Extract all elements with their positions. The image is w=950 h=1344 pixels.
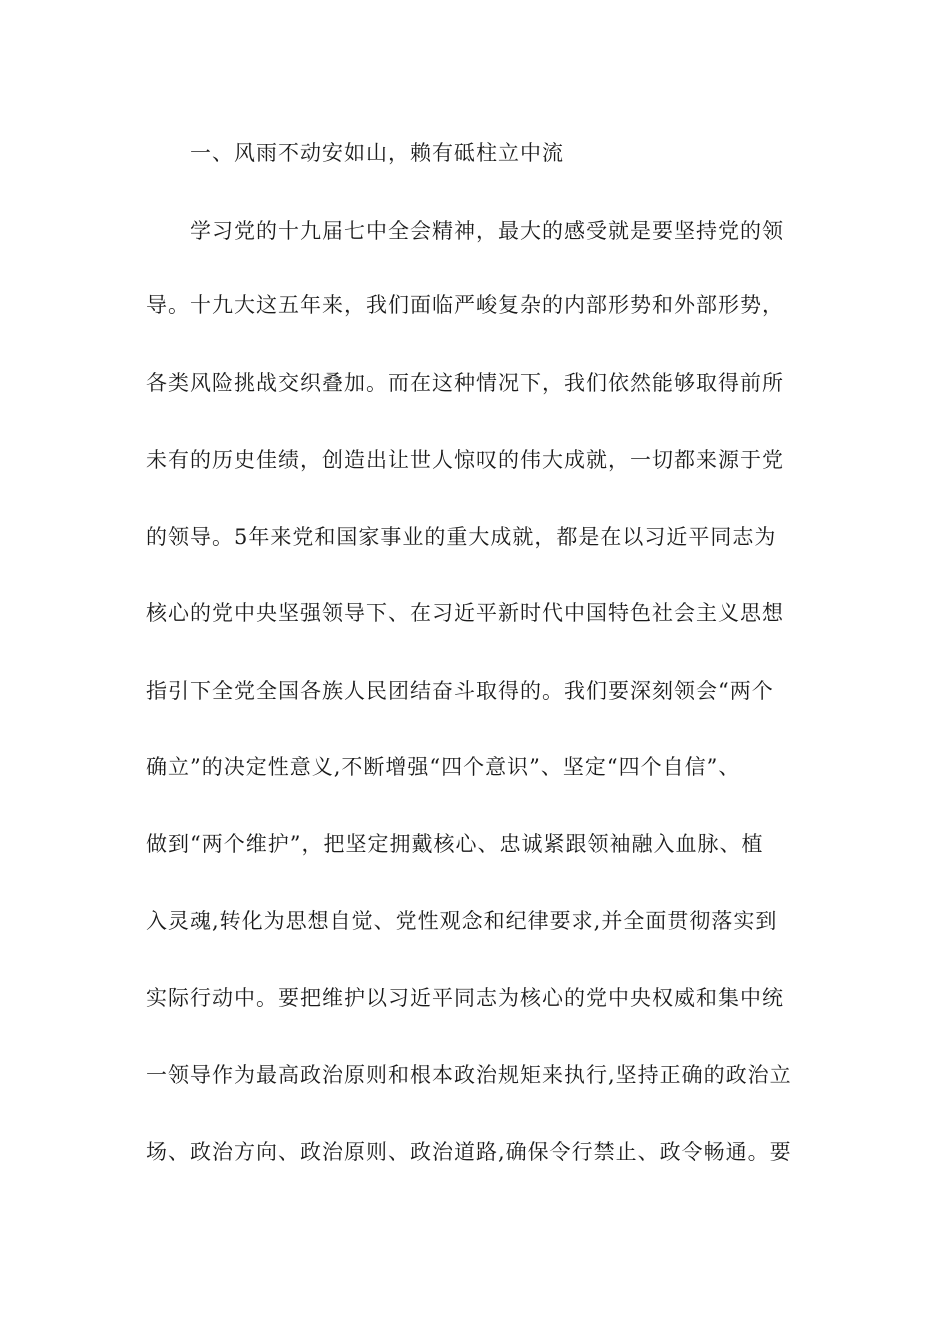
paragraph-line: 确立”的决定性意义,不断增强“四个意识”、坚定“四个自信”、 [146,755,741,779]
paragraph-line: 场、政治方向、政治原则、政治道路,确保令行禁止、政令畅通。要 [146,1140,792,1164]
section-heading: 一、风雨不动安如山，赖有砥柱立中流 [190,141,564,165]
paragraph-line: 未有的历史佳绩，创造出让世人惊叹的伟大成就，一切都来源于党 [146,448,784,472]
paragraph-line: 核心的党中央坚强领导下、在习近平新时代中国特色社会主义思想 [146,601,784,625]
paragraph-line: 指引下全党全国各族人民团结奋斗取得的。我们要深刻领会“两个 [146,679,774,703]
paragraph-line: 入灵魂,转化为思想自觉、党性观念和纪律要求,并全面贯彻落实到 [146,909,778,933]
paragraph-line: 的领导。5年来党和国家事业的重大成就，都是在以习近平同志为 [146,525,777,549]
paragraph-line: 做到“两个维护”，把坚定拥戴核心、忠诚紧跟领袖融入血脉、植 [146,832,764,856]
paragraph-line: 各类风险挑战交织叠加。而在这种情况下，我们依然能够取得前所 [146,371,784,395]
paragraph-line: 学习党的十九届七中全会精神，最大的感受就是要坚持党的领 [190,219,784,243]
paragraph-line: 一领导作为最高政治原则和根本政治规矩来执行,坚持正确的政治立 [146,1063,792,1087]
paragraph-line: 导。十九大这五年来，我们面临严峻复杂的内部形势和外部形势， [146,293,784,317]
paragraph-line: 实际行动中。要把维护以习近平同志为核心的党中央权威和集中统 [146,986,784,1010]
